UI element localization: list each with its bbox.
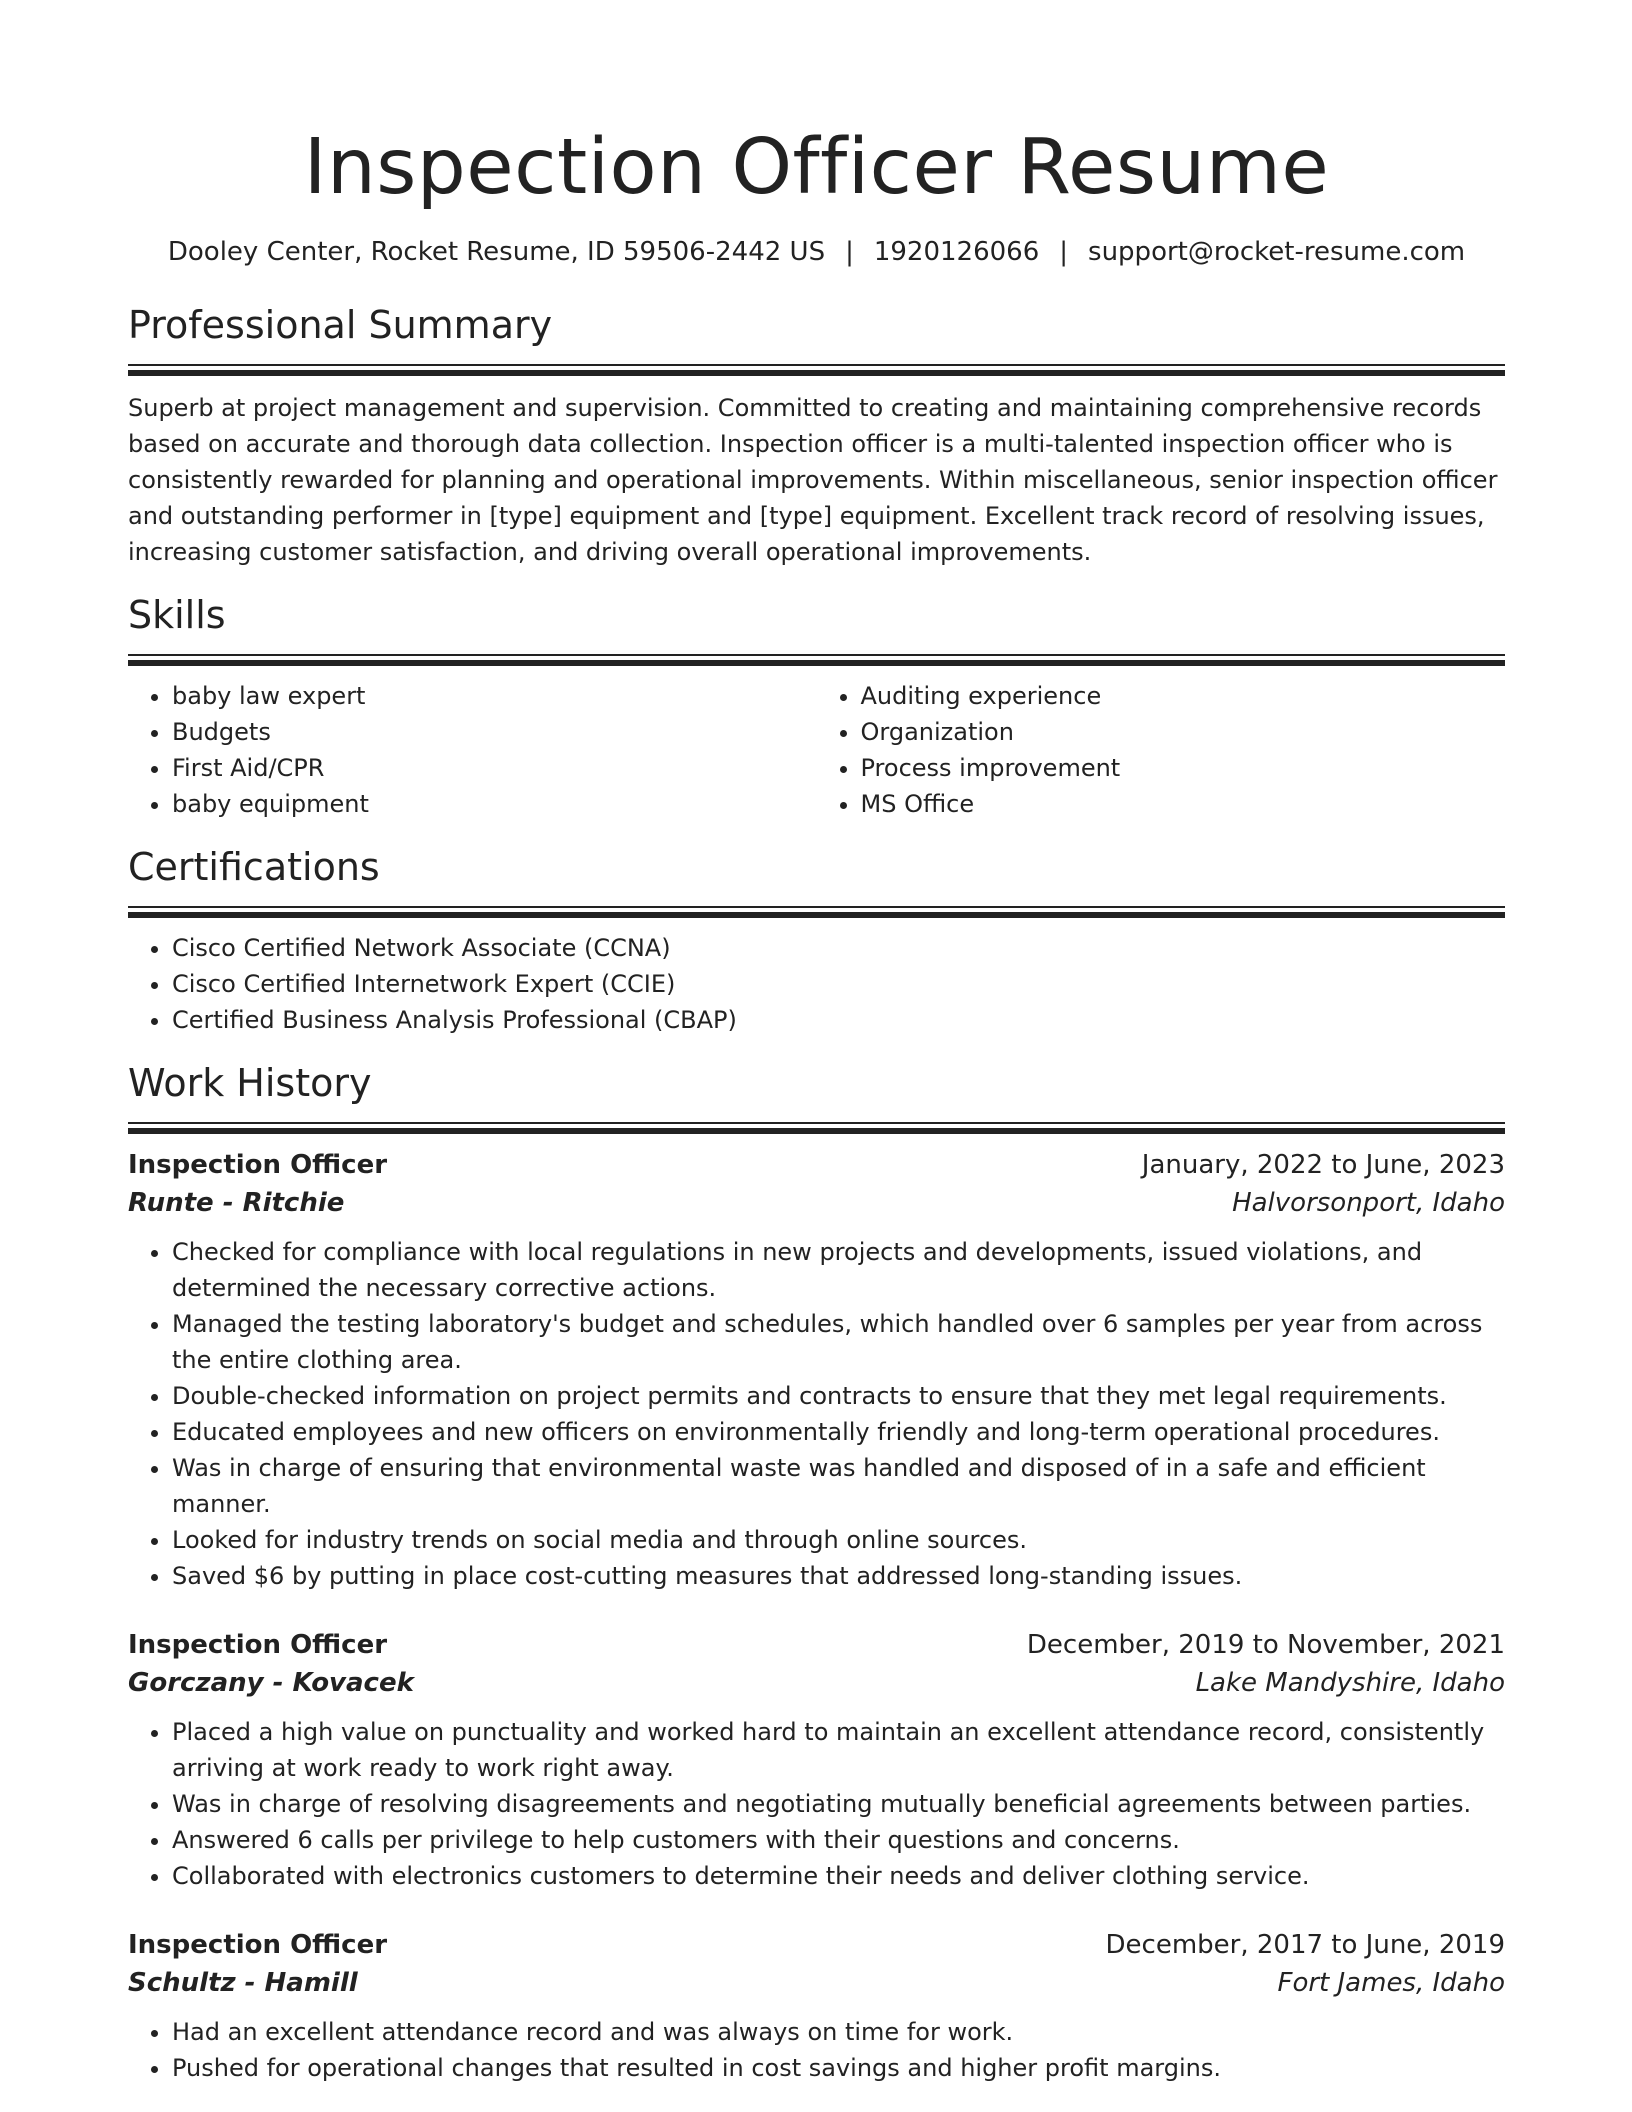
contact-separator: | bbox=[1059, 237, 1069, 267]
job-header bbox=[128, 1926, 1505, 1964]
certification-item: • Certified Business Analysis Professional (CBAP) bbox=[172, 1002, 1505, 1038]
certification-item: • Cisco Certified Network Associate (CCNA) bbox=[172, 930, 1505, 966]
skill-item: • MS Office bbox=[861, 786, 1506, 822]
skill-item: • baby equipment bbox=[172, 786, 817, 822]
job-dates: January, 2022 to June, 2023 bbox=[1141, 1150, 1505, 1180]
section-heading-work-history: Work History bbox=[128, 1061, 372, 1105]
job-header bbox=[128, 1146, 1505, 1184]
certification-item: • Cisco Certified Internetwork Expert (CCIE) bbox=[172, 966, 1505, 1002]
summary-text: Superb at project management and supervision. Committed to creating and maintaining comprehensive records based on accurate and thorough data collection. Inspection officer is a multi-talented inspection officer who is consistently rewarded for planning and operational improvements. Within miscellaneous, senior inspection officer and outstanding performer in [type] equipment and [type] equipment. Excellent track record of resolving issues, increasing customer satisfaction, and driving overall operational improvements. bbox=[128, 394, 1498, 566]
resume-title: Inspection Officer Resume bbox=[303, 123, 1330, 212]
section-divider bbox=[128, 654, 1505, 666]
job-bullet: • Double-checked information on project permits and contracts to ensure that they met legal requirements. bbox=[172, 1378, 1505, 1414]
job-company: Gorczany - Kovacek bbox=[128, 1668, 414, 1698]
section-divider bbox=[128, 906, 1505, 918]
skills-column-left bbox=[128, 678, 817, 822]
job-bullet: • Saved $6 by putting in place cost-cutting measures that addressed long-standing issues. bbox=[172, 1558, 1505, 1594]
job-subheader bbox=[128, 1664, 1505, 1702]
skill-item: • baby law expert bbox=[172, 678, 817, 714]
contact-line bbox=[128, 234, 1505, 270]
job-header bbox=[128, 1626, 1505, 1664]
job-title: Inspection Officer bbox=[128, 1630, 388, 1660]
job-entry bbox=[128, 1146, 1505, 1594]
job-bullets bbox=[128, 2014, 1505, 2086]
skill-item: • First Aid/CPR bbox=[172, 750, 817, 786]
skill-item: • Organization bbox=[861, 714, 1506, 750]
contact-phone: 1920126066 bbox=[873, 237, 1040, 267]
job-bullets bbox=[128, 1234, 1505, 1594]
job-company: Runte - Ritchie bbox=[128, 1188, 345, 1218]
job-dates: December, 2019 to November, 2021 bbox=[1026, 1630, 1505, 1660]
job-company: Schultz - Hamill bbox=[128, 1968, 358, 1998]
job-bullet: • Checked for compliance with local regulations in new projects and developments, issued violations, and determined the necessary corrective actions. bbox=[172, 1234, 1505, 1306]
contact-email: support@rocket-resume.com bbox=[1088, 237, 1466, 267]
skill-item: • Auditing experience bbox=[861, 678, 1506, 714]
section-divider bbox=[128, 364, 1505, 376]
job-location: Halvorsonport, Idaho bbox=[1232, 1188, 1505, 1218]
job-bullet: • Was in charge of resolving disagreements and negotiating mutually beneficial agreements between parties. bbox=[172, 1786, 1505, 1822]
job-entry bbox=[128, 1926, 1505, 2086]
work-history-section bbox=[128, 1058, 1505, 2086]
job-location: Fort James, Idaho bbox=[1277, 1968, 1505, 1998]
job-subheader bbox=[128, 1964, 1505, 2002]
job-bullets bbox=[128, 1714, 1505, 1894]
skill-item: • Budgets bbox=[172, 714, 817, 750]
job-bullet: • Answered 6 calls per privilege to help customers with their questions and concerns. bbox=[172, 1822, 1505, 1858]
section-heading-skills: Skills bbox=[128, 593, 226, 637]
certifications-list bbox=[128, 930, 1505, 1038]
skill-item: • Process improvement bbox=[861, 750, 1506, 786]
job-title: Inspection Officer bbox=[128, 1930, 388, 1960]
job-bullet: • Looked for industry trends on social media and through online sources. bbox=[172, 1522, 1505, 1558]
job-bullet: • Managed the testing laboratory's budget and schedules, which handled over 6 samples per year from across the entire clothing area. bbox=[172, 1306, 1505, 1378]
summary-section bbox=[128, 300, 1505, 570]
job-bullet: • Placed a high value on punctuality and worked hard to maintain an excellent attendance record, consistently arriving at work ready to work right away. bbox=[172, 1714, 1505, 1786]
skills-list bbox=[128, 678, 1505, 822]
section-heading-certifications: Certifications bbox=[128, 845, 380, 889]
job-bullet: • Educated employees and new officers on environmentally friendly and long-term operational procedures. bbox=[172, 1414, 1505, 1450]
job-bullet: • Had an excellent attendance record and was always on time for work. bbox=[172, 2014, 1505, 2050]
section-heading-summary: Professional Summary bbox=[128, 303, 553, 347]
job-bullet: • Collaborated with electronics customers to determine their needs and deliver clothing service. bbox=[172, 1858, 1505, 1894]
contact-address: Dooley Center, Rocket Resume, ID 59506-2442 US bbox=[167, 237, 826, 267]
job-title: Inspection Officer bbox=[128, 1150, 388, 1180]
job-location: Lake Mandyshire, Idaho bbox=[1195, 1668, 1505, 1698]
contact-separator: | bbox=[845, 237, 854, 267]
certifications-section bbox=[128, 842, 1505, 1038]
job-entry bbox=[128, 1626, 1505, 1894]
resume-page bbox=[128, 0, 1505, 2086]
job-bullet: • Was in charge of ensuring that environmental waste was handled and disposed of in a safe and efficient manner. bbox=[172, 1450, 1505, 1522]
section-divider bbox=[128, 1122, 1505, 1134]
skills-column-right bbox=[817, 678, 1506, 822]
skills-section bbox=[128, 590, 1505, 822]
job-bullet: • Pushed for operational changes that resulted in cost savings and higher profit margins. bbox=[172, 2050, 1505, 2086]
job-subheader bbox=[128, 1184, 1505, 1222]
job-dates: December, 2017 to June, 2019 bbox=[1105, 1930, 1505, 1960]
